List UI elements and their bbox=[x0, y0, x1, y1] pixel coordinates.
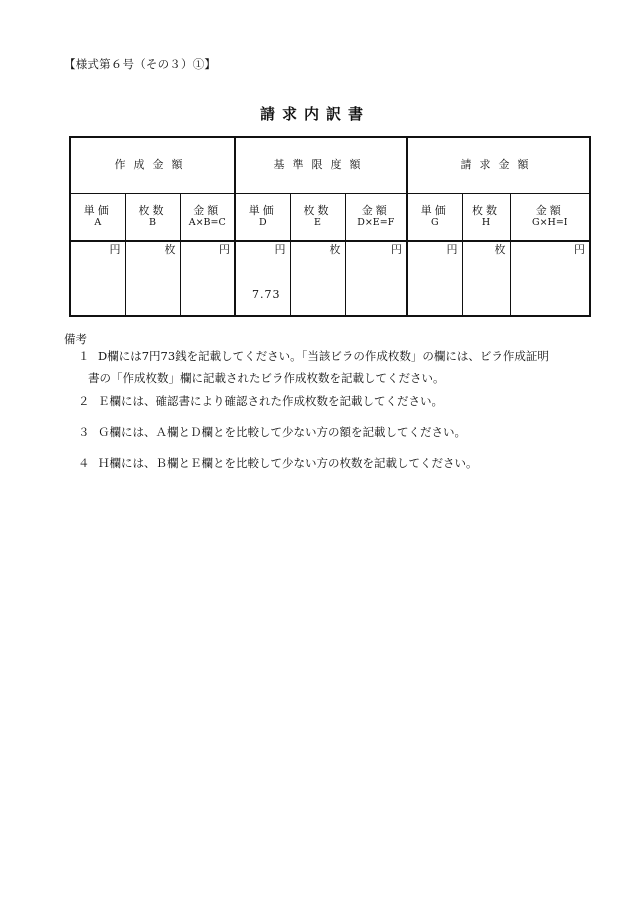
form-number: 【様式第６号（その３）①】 bbox=[64, 57, 217, 71]
column-code: D×E=F bbox=[357, 217, 395, 229]
note-text: Ｈ欄には、Ｂ欄とＥ欄とを比較して少ない方の枚数を記載してください。 bbox=[98, 456, 478, 470]
input-cell-f[interactable] bbox=[345, 241, 407, 316]
group-header-production-amount: 作成金額 bbox=[70, 137, 235, 194]
column-label: 単価 bbox=[83, 203, 112, 217]
note-number: ４ bbox=[78, 456, 90, 470]
input-cell-i[interactable] bbox=[510, 241, 590, 316]
input-cell-a[interactable] bbox=[70, 241, 125, 316]
note-item-2 bbox=[78, 393, 443, 409]
note-item-1-continued bbox=[88, 370, 445, 386]
note-item-3 bbox=[78, 424, 466, 440]
note-item-1 bbox=[78, 348, 549, 364]
column-label: 枚数 bbox=[303, 203, 332, 217]
unit-label: 枚 bbox=[494, 243, 506, 256]
column-label: 枚数 bbox=[472, 203, 501, 217]
column-code: A bbox=[94, 217, 102, 229]
unit-price-d-value: 7.73 bbox=[252, 288, 281, 302]
column-code: H bbox=[481, 217, 491, 229]
note-number: ２ bbox=[78, 394, 90, 408]
column-label: 金額 bbox=[361, 203, 390, 217]
note-number: ３ bbox=[78, 425, 90, 439]
column-code: A×B=C bbox=[188, 217, 226, 229]
unit-label: 円 bbox=[274, 243, 286, 256]
note-number: １ bbox=[78, 349, 90, 363]
column-header-h bbox=[462, 194, 510, 242]
note-item-4 bbox=[78, 455, 478, 471]
column-code: B bbox=[149, 217, 156, 229]
column-header-g bbox=[407, 194, 462, 242]
document-title: 請求内訳書 bbox=[259, 105, 370, 123]
column-code: D bbox=[258, 217, 267, 229]
group-header-claim-amount: 請求金額 bbox=[407, 137, 590, 194]
note-text: Ｅ欄には、確認書により確認された作成枚数を記載してください。 bbox=[98, 394, 443, 408]
column-header-i bbox=[510, 194, 590, 242]
input-cell-b[interactable] bbox=[125, 241, 180, 316]
column-label: 金額 bbox=[535, 203, 564, 217]
column-header-f bbox=[345, 194, 407, 242]
column-label: 単価 bbox=[420, 203, 449, 217]
column-header-c bbox=[180, 194, 235, 242]
claim-breakdown-table bbox=[69, 136, 591, 317]
unit-label: 円 bbox=[219, 243, 230, 256]
column-label: 枚数 bbox=[138, 203, 167, 217]
column-label: 単価 bbox=[248, 203, 277, 217]
column-header-e bbox=[290, 194, 345, 242]
input-cell-h[interactable] bbox=[462, 241, 510, 316]
note-text: 書の「作成枚数」欄に記載されたビラ作成枚数を記載してください。 bbox=[88, 371, 445, 385]
input-cell-e[interactable] bbox=[290, 241, 345, 316]
notes-heading: 備考 bbox=[64, 332, 87, 346]
note-text: Ｇ欄には、Ａ欄とＤ欄とを比較して少ない方の額を記載してください。 bbox=[98, 425, 466, 439]
note-text: D欄には7円73銭を記載してください。「当該ビラの作成枚数」の欄には、ビラ作成証明 bbox=[98, 349, 549, 363]
column-header-b bbox=[125, 194, 180, 242]
input-cell-g[interactable] bbox=[407, 241, 462, 316]
unit-label: 円 bbox=[391, 243, 403, 256]
column-label: 金額 bbox=[193, 203, 222, 217]
input-cell-c[interactable] bbox=[180, 241, 235, 316]
unit-label: 枚 bbox=[329, 243, 341, 256]
column-code: G bbox=[430, 217, 439, 229]
group-header-standard-limit: 基準限度額 bbox=[235, 137, 407, 194]
column-code: G×H=I bbox=[531, 217, 568, 229]
unit-label: 円 bbox=[574, 243, 586, 256]
unit-label: 円 bbox=[109, 243, 121, 256]
unit-label: 円 bbox=[446, 243, 458, 256]
column-header-d bbox=[235, 194, 290, 242]
column-header-a bbox=[70, 194, 125, 242]
column-code: E bbox=[314, 217, 321, 229]
input-cell-d[interactable] bbox=[235, 241, 290, 316]
unit-label: 枚 bbox=[164, 243, 176, 256]
